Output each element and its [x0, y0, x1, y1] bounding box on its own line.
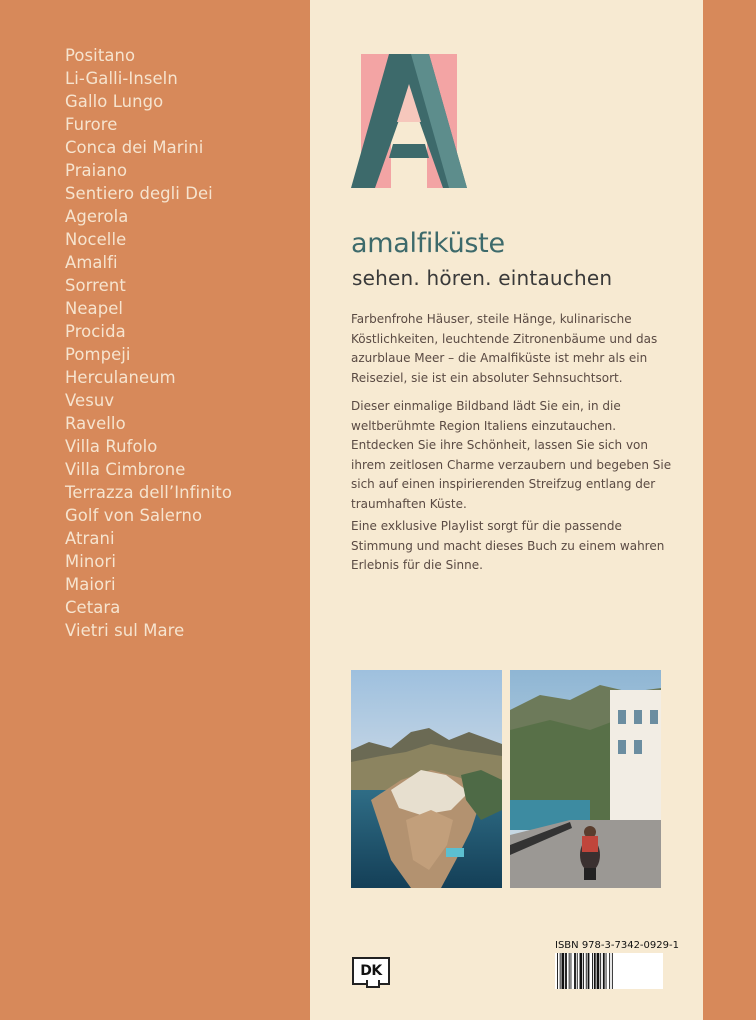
- place-list-item: Furore: [65, 115, 118, 134]
- place-list-item: Herculaneum: [65, 368, 176, 387]
- place-list-item: Vesuv: [65, 391, 115, 410]
- place-list-item: Praiano: [65, 161, 128, 180]
- place-list-item: Cetara: [65, 598, 121, 617]
- coastal-village-photo: [351, 670, 502, 888]
- place-list-item: Villa Cimbrone: [65, 460, 186, 479]
- place-list-item: Neapel: [65, 299, 124, 318]
- place-list-item: Amalfi: [65, 253, 118, 272]
- place-list-item: Gallo Lungo: [65, 92, 164, 111]
- place-list-item: Procida: [65, 322, 126, 341]
- place-list-item: Sentiero degli Dei: [65, 184, 213, 203]
- place-list-item: Vietri sul Mare: [65, 621, 185, 640]
- place-list-item: Terrazza dell’Infinito: [65, 483, 232, 502]
- place-list-item: Agerola: [65, 207, 129, 226]
- place-list-item: Maiori: [65, 575, 116, 594]
- place-list-item: Nocelle: [65, 230, 127, 249]
- place-list-item: Positano: [65, 46, 136, 65]
- isbn-barcode: [555, 953, 663, 989]
- place-list-item: Li-Galli-Inseln: [65, 69, 178, 88]
- place-list-item: Minori: [65, 552, 117, 571]
- dk-publisher-logo: [352, 957, 390, 985]
- place-list-item: Atrani: [65, 529, 115, 548]
- blurb-paragraph: Eine exklusive Playlist sorgt für die passende Stimmung und macht dieses Buch zu einem wahren Erlebnis für die Sinne.: [351, 519, 665, 572]
- place-list-item: Conca dei Marini: [65, 138, 204, 157]
- blurb-paragraph: Dieser einmalige Bildband lädt Sie ein, in die weltberühmte Region Italiens einzutauchen. Entdecken Sie ihre Schönheit, lassen Sie sich von ihrem zeitlosen Charme verzaubern und begeben Sie sich auf einen inspirierenden Streifzug entlang der traumhaften Küste.: [351, 399, 672, 511]
- place-list-item: Villa Rufolo: [65, 437, 158, 456]
- amalfi-a-logo: [351, 54, 467, 188]
- isbn-number: ISBN 978-3-7342-0929-1: [555, 940, 679, 951]
- book-title: amalfiküste: [351, 228, 505, 259]
- left-panel: [0, 0, 310, 1020]
- scooter-street-photo: [510, 670, 661, 888]
- dk-logo-text: DK: [360, 963, 382, 979]
- spine-strip: [703, 0, 756, 1020]
- place-list: [65, 44, 232, 642]
- place-list-item: Sorrent: [65, 276, 126, 295]
- blurb-paragraph: Farbenfrohe Häuser, steile Hänge, kulinarische Köstlichkeiten, leuchtende Zitronenbäume und das azurblaue Meer – die Amalfiküste ist mehr als ein Reiseziel, sie ist ein absoluter Sehnsuchtsort.: [351, 312, 658, 385]
- place-list-item: Pompeji: [65, 345, 131, 364]
- place-list-item: Golf von Salerno: [65, 506, 203, 525]
- book-subtitle: sehen. hören. eintauchen: [352, 266, 613, 290]
- place-list-item: Ravello: [65, 414, 126, 433]
